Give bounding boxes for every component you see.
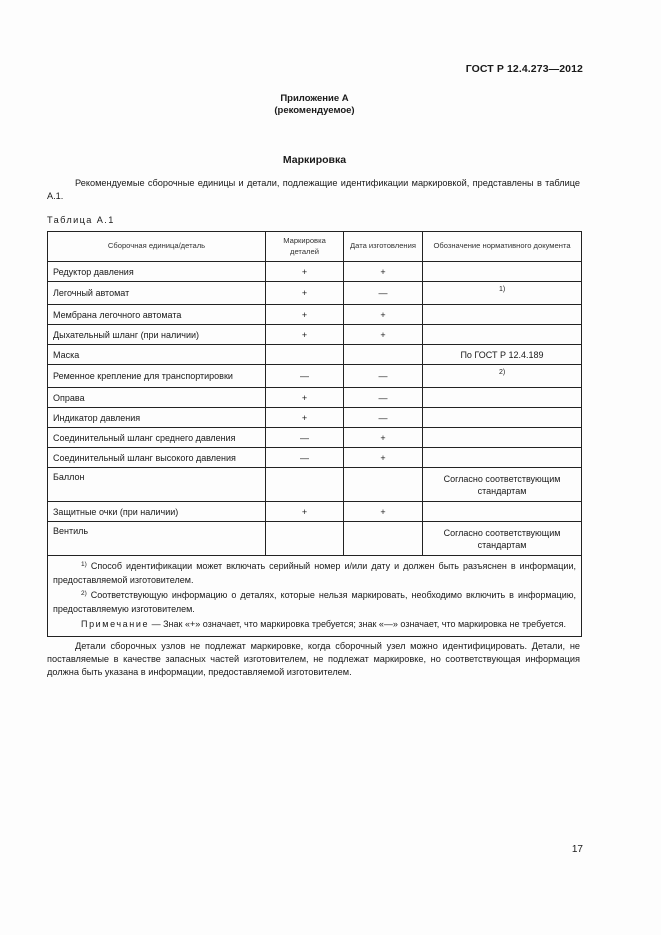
footnote-1-mark: 1) xyxy=(81,561,87,568)
cell-date: — xyxy=(344,408,423,428)
cell-name: Соединительный шланг среднего давления xyxy=(48,428,266,448)
cell-date: — xyxy=(344,365,423,388)
cell-date: — xyxy=(344,388,423,408)
cell-date xyxy=(344,345,423,365)
cell-date: + xyxy=(344,428,423,448)
table-row xyxy=(48,345,582,365)
annex-status: (рекомендуемое) xyxy=(274,105,355,116)
cell-doc xyxy=(423,365,582,388)
table-caption: Таблица А.1 xyxy=(47,215,115,225)
cell-doc xyxy=(423,428,582,448)
cell-date: — xyxy=(344,282,423,305)
intro-paragraph: Рекомендуемые сборочные единицы и детали, подлежащие идентификации маркировкой, представлены в таблице А.1. xyxy=(47,178,580,201)
note-label: Примечание xyxy=(81,619,150,629)
cell-doc xyxy=(423,408,582,428)
cell-name: Соединительный шланг высокого давления xyxy=(48,448,266,468)
cell-marking: + xyxy=(266,305,344,325)
cell-marking: — xyxy=(266,365,344,388)
cell-marking: + xyxy=(266,388,344,408)
document-code: ГОСТ Р 12.4.273—2012 xyxy=(465,63,583,75)
table-row xyxy=(48,468,582,502)
cell-name: Маска xyxy=(48,345,266,365)
cell-date xyxy=(344,522,423,556)
footnote-1 xyxy=(53,560,576,586)
cell-doc xyxy=(423,305,582,325)
footnote-2 xyxy=(53,589,576,615)
cell-marking: — xyxy=(266,448,344,468)
cell-date: + xyxy=(344,262,423,282)
page-number: 17 xyxy=(571,844,583,855)
cell-doc xyxy=(423,282,582,305)
cell-doc: По ГОСТ Р 12.4.189 xyxy=(423,345,582,365)
table-row xyxy=(48,388,582,408)
cell-date: + xyxy=(344,448,423,468)
table-row xyxy=(48,325,582,345)
cell-marking: + xyxy=(266,408,344,428)
table-row xyxy=(48,408,582,428)
cell-marking: + xyxy=(266,502,344,522)
cell-name: Дыхательный шланг (при наличии) xyxy=(48,325,266,345)
cell-doc: Согласно соответствующим стандартам xyxy=(423,522,582,556)
header-marking: Маркировка деталей xyxy=(266,232,344,262)
table-row xyxy=(48,448,582,468)
cell-name: Легочный автомат xyxy=(48,282,266,305)
header-date: Дата изготовления xyxy=(344,232,423,262)
cell-marking: — xyxy=(266,428,344,448)
cell-marking: + xyxy=(266,282,344,305)
header-normative: Обозначение нормативного документа xyxy=(423,232,582,262)
cell-marking xyxy=(266,522,344,556)
cell-doc xyxy=(423,502,582,522)
cell-doc: Согласно соответствующим стандартам xyxy=(423,468,582,502)
note-text: — Знак «+» означает, что маркировка требуется; знак «—» означает, что маркировка не требуется. xyxy=(151,619,567,629)
section-title: Маркировка xyxy=(282,154,347,166)
cell-date: + xyxy=(344,305,423,325)
footnote-2-mark: 2) xyxy=(81,590,87,597)
cell-date xyxy=(344,468,423,502)
cell-doc xyxy=(423,448,582,468)
header-unit: Сборочная единица/деталь xyxy=(48,232,266,262)
footnote-1-text: Способ идентификации может включать серийный номер и/или дату и должен быть разъяснен в информации, предоставляемой изготовителем. xyxy=(53,561,576,585)
annex-heading xyxy=(0,93,629,117)
table-row xyxy=(48,428,582,448)
cell-name: Баллон xyxy=(48,468,266,502)
cell-doc xyxy=(423,388,582,408)
cell-name: Мембрана легочного автомата xyxy=(48,305,266,325)
table-row xyxy=(48,282,582,305)
cell-date: + xyxy=(344,502,423,522)
table-notes xyxy=(48,556,582,637)
cell-name: Защитные очки (при наличии) xyxy=(48,502,266,522)
marking-table xyxy=(47,231,582,637)
table-row xyxy=(48,365,582,388)
table-row xyxy=(48,305,582,325)
cell-marking: + xyxy=(266,325,344,345)
cell-date: + xyxy=(344,325,423,345)
cell-doc xyxy=(423,262,582,282)
cell-name: Редуктор давления xyxy=(48,262,266,282)
cell-marking xyxy=(266,345,344,365)
table-notes-row xyxy=(48,556,582,637)
cell-name: Ременное крепление для транспортировки xyxy=(48,365,266,388)
outro-paragraph: Детали сборочных узлов не подлежат маркировке, когда сборочный узел можно идентифицировать. Детали, не поставляемые в качестве запасных частей изготовителем, не подлежат маркировке, но соответствующая информация должна быть указана в информации, предоставляемой изготовителем. xyxy=(47,641,580,677)
cell-name: Оправа xyxy=(48,388,266,408)
table-row xyxy=(48,502,582,522)
table-row xyxy=(48,262,582,282)
footnote-ref: 2) xyxy=(499,369,506,376)
annex-title: Приложение А xyxy=(280,93,349,104)
table-row xyxy=(48,522,582,556)
cell-name: Индикатор давления xyxy=(48,408,266,428)
footnote-ref: 1) xyxy=(499,286,506,293)
cell-doc xyxy=(423,325,582,345)
footnote-2-text: Соответствующую информацию о деталях, которые нельзя маркировать, необходимо включить в информацию, предоставляемую изготовителем. xyxy=(53,590,576,614)
cell-marking xyxy=(266,468,344,502)
cell-name: Вентиль xyxy=(48,522,266,556)
table-note xyxy=(53,618,576,630)
cell-marking: + xyxy=(266,262,344,282)
